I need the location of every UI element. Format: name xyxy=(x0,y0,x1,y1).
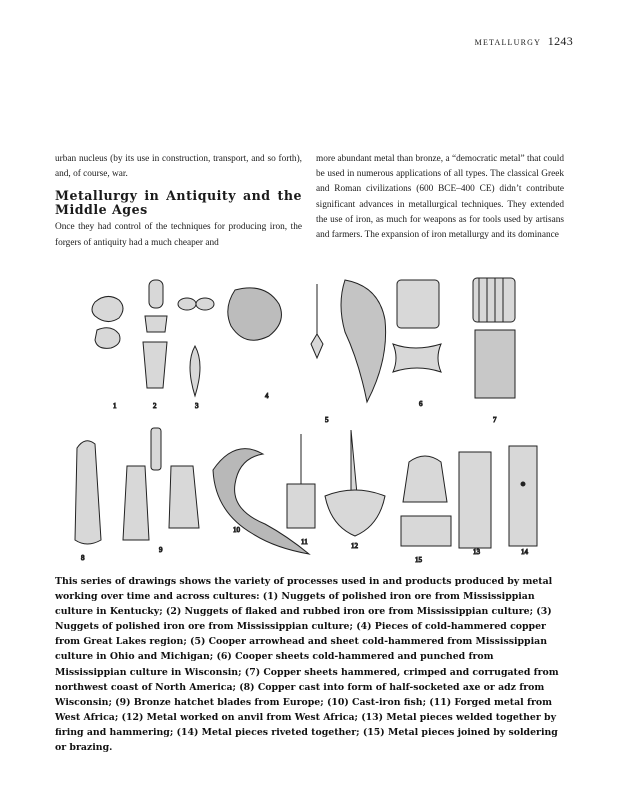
figure-label-14: 14 xyxy=(521,548,528,556)
left-column xyxy=(55,152,302,251)
figure-label-5: 5 xyxy=(325,416,329,424)
artifact-13-welded-pieces xyxy=(459,452,491,548)
figure-label-11: 11 xyxy=(301,538,308,546)
artifact-8-socketed-axe xyxy=(75,441,101,544)
artifact-7-corrugated-copper xyxy=(473,278,515,398)
figure-label-3: 3 xyxy=(195,402,199,410)
figure-label-8: 8 xyxy=(81,554,85,562)
figure-label-2: 2 xyxy=(153,402,157,410)
figure-label-7: 7 xyxy=(493,416,497,424)
figure-caption: This series of drawings shows the variety of processes used in and products produced by metal working over time and across cultures: (1) Nuggets of polished iron ore from Mississippian culture in Kentucky; (2) Nuggets of flaked and rubbed iron ore from Mississippian culture; (3) Nuggets of polished iron ore from Mississippian culture; (4) Pieces of cold-hammered copper from Great Lakes region; (5) Cooper arrowhead and sheet cold-hammered from Mississippian culture in Ohio and Michigan; (6) Cooper sheets cold-hammered and punched from Mississippian culture in Wisconsin; (7) Copper sheets hammered, crimped and corrugated from northwest coast of North America; (8) Copper cast into form of half-socketed axe or adz from Wisconsin; (9) Bronze hatchet blades from Europe; (10) Cast-iron fish; (11) Forged metal from West Africa; (12) Metal worked on anvil from West Africa; (13) Metal pieces welded together by firing and hammering; (14) Metal pieces riveted together; (15) Metal pieces joined by soldering or brazing. xyxy=(55,576,559,754)
artifact-11-forged-metal xyxy=(287,434,315,528)
figure-label-10: 10 xyxy=(233,526,240,534)
artifact-5-copper-arrowhead-and-sheet xyxy=(311,280,386,402)
figure-label-1: 1 xyxy=(113,402,117,410)
left-paragraph-continued: urban nucleus (by its use in construction, transport, and so forth), and, of course, war. xyxy=(55,154,302,180)
artifact-1-iron-ore-nuggets xyxy=(92,296,123,348)
artifact-2-flaked-iron-ore xyxy=(143,280,167,388)
figure-label-13: 13 xyxy=(473,548,480,556)
artifact-4-cold-hammered-copper xyxy=(228,288,282,340)
left-paragraph: Once they had control of the techniques for producing iron, the forgers of antiquity had a much cheaper and xyxy=(55,222,302,248)
running-head-title: metallurgy xyxy=(474,36,542,48)
figure-label-12: 12 xyxy=(351,542,358,550)
figure-label-6: 6 xyxy=(419,400,423,408)
artifact-illustration xyxy=(55,270,567,570)
page-number: 1243 xyxy=(547,34,573,48)
section-heading: Metallurgy in Antiquity and the Middle Ages xyxy=(55,188,302,218)
figure-label-4: 4 xyxy=(265,392,269,400)
artifact-15-soldered-pieces xyxy=(401,456,451,546)
artifact-14-riveted-pieces xyxy=(509,446,537,546)
artifact-9-bronze-hatchets xyxy=(123,428,199,540)
right-paragraph: more abundant metal than bronze, a “democratic metal” that could be used in numerous applications of all types. The classical Greek and Roman civilizations (600 BCE–400 CE) didn’t contribute significant advances in metallurgical techniques. They extended the use of iron, as much for weapons as for tools used by artisans and farmers. The expansion of iron metallurgy and its dominance xyxy=(316,154,564,241)
artifact-3-polished-iron-ore xyxy=(178,298,214,396)
right-column xyxy=(316,152,564,243)
running-head xyxy=(475,34,573,49)
artifact-12-anvil-worked-metal xyxy=(325,430,385,536)
figure-label-15: 15 xyxy=(415,556,422,564)
figure-label-9: 9 xyxy=(159,546,163,554)
artifact-6-punched-copper-sheets xyxy=(393,280,441,372)
